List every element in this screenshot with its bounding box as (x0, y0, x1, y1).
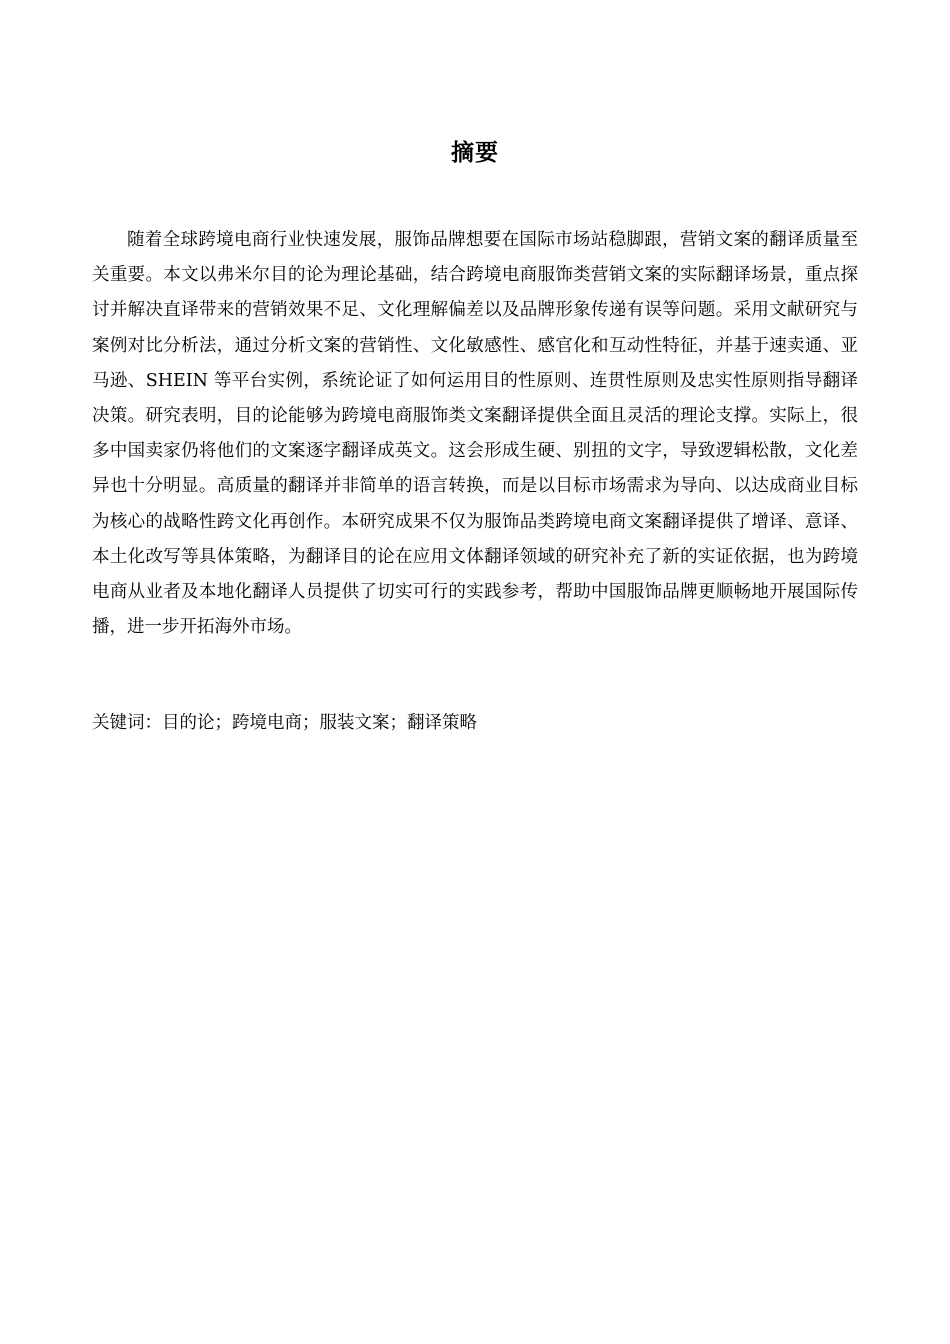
keywords-line: 关键词：目的论；跨境电商；服装文案；翻译策略 (92, 713, 477, 733)
page-title: 摘要 (451, 140, 499, 166)
abstract-paragraph: 随着全球跨境电商行业快速发展，服饰品牌想要在国际市场站稳脚跟，营销文案的翻译质量至关重要。本文以弗米尔目的论为理论基础，结合跨境电商服饰类营销文案的实际翻译场景，重点探讨并解决直译带来的营销效果不足、文化理解偏差以及品牌形象传递有误等问题。采用文献研究与案例对比分析法，通过分析文案的营销性、文化敏感性、感官化和互动性特征，并基于速卖通、亚马逊、SHEIN 等平台实例，系统论证了如何运用目的性原则、连贯性原则及忠实性原则指导翻译决策。研究表明，目的论能够为跨境电商服饰类文案翻译提供全面且灵活的理论支撑。实际上，很多中国卖家仍将他们的文案逐字翻译成英文。这会形成生硬、别扭的文字，导致逻辑松散，文化差异也十分明显。高质量的翻译并非简单的语言转换，而是以目标市场需求为导向、以达成商业目标为核心的战略性跨文化再创作。本研究成果不仅为服饰品类跨境电商文案翻译提供了增译、意译、本土化改写等具体策略，为翻译目的论在应用文体翻译领域的研究补充了新的实证依据，也为跨境电商从业者及本地化翻译人员提供了切实可行的实践参考，帮助中国服饰品牌更顺畅地开展国际传播，进一步开拓海外市场。 (92, 230, 858, 638)
